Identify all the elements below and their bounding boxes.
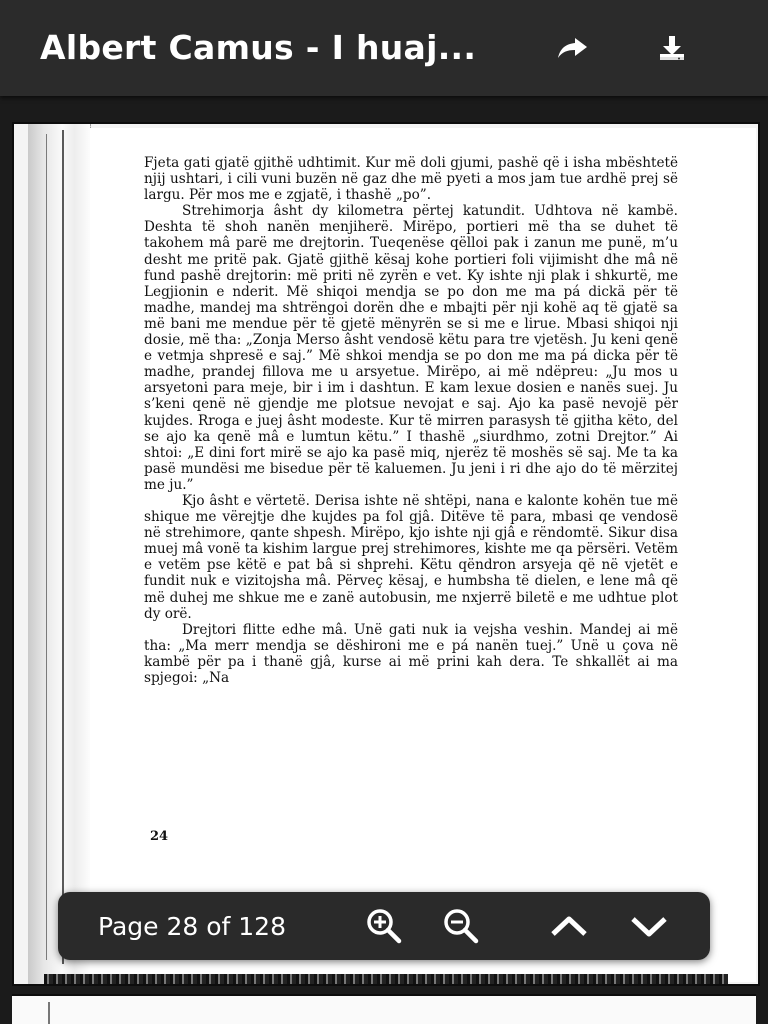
book-binding <box>28 124 91 984</box>
chevron-down-icon <box>629 906 669 946</box>
app-header <box>0 0 768 96</box>
download-icon <box>657 33 687 63</box>
zoom-out-button[interactable] <box>441 906 481 946</box>
zoom-in-button[interactable] <box>364 906 404 946</box>
chevron-up-icon <box>549 906 589 946</box>
document-viewer[interactable] <box>0 96 768 1024</box>
paragraph: Kjo âsht e vërtetë. Derisa ishte në shtëpi, nana e kalonte kohën tue më shique me vërejtje dhe kujdes pa fol gjâ. Ditëve të para, mbasi qe vendosë në strehimore, qante shpesh. Mirëpo, kjo ishte nji gjâ e rëndomtë. Sikur disa muej mâ vonë ta kishim largue prej strehimores, kishte me qa përsëri. Vetëm e vetëm pse këtë e pat bâ si shprehi. Këtu qëndron arsyeja që në vjetët e fundit nuk e vizitojsha mâ. Përveç kësaj, e humbsha të dielen, e lene mâ që më duhej me shkue me e zanë autobusin, me nxjerrë biletë e me udhtue plot dy orë. <box>144 492 678 622</box>
paragraph: Strehimorja âsht dy kilometra përtej katundit. Udhtova në kambë. Deshta të shoh nanën menjiherë. Mirëpo, portieri më tha se duhet të takohem mâ parë me drejtorin. Tueqenëse qëlloi pak i zanun me punë, m’u desht me pritë pak. Gjatë gjithë kësaj kohe portieri foli vijimisht dhe mâ në fund pashë drejtorin: më priti në zyrën e vet. Ky ishte nji plak i shkurtë, me Legjionin e nderit. Më shiqoi mendja se po don me ma pá dickä për të madhe, mandej ma shtrëngoi dorën dhe e mbajti për nji kohë aq të gjatë sa më bani me mendue për të gjetë mënyrën se si me e lirue. Mbasi shiqoi nji dosie, më tha: „Zonja Merso âsht vendosë këtu para tre vjetësh. Ju keni qenë e vetmja shpresë e saj.” Më shkoi mendja se po don me ma pá dicka për të madhe, prandej fillova me u arsyetue. Mirëpo, ai më ndëpreu: „Ju mos u arsyetoni para meje, bir i im i dashtun. E kam lexue dosien e nanës suej. Ju s’keni qenë në gjendje me plotsue nevojat e saj. Ajo ka pasë nevojë për kujdes. Rroga e juej âsht modeste. Kur të mirren parasysh të gjitha këto, del se ajo ka qenë mâ e lumtun këtu.” I thashë „siurdhmo, zotni Drejtor.” Ai shtoi: „E dini fort mirë se ajo ka pasë miq, njerëz të moshës së saj. Me ta ka pasë mundësi me bisedue për të kaluemen. Ju jeni i ri dhe ajo do të mërzitej me ju.” <box>144 203 678 493</box>
document-title: Albert Camus - I huaj... <box>40 28 477 67</box>
page-indicator: Page 28 of 128 <box>98 912 286 941</box>
page-edge <box>44 974 728 984</box>
page-text <box>144 155 678 686</box>
next-page-preview <box>12 994 756 1024</box>
download-button[interactable] <box>654 30 690 66</box>
previous-page-button[interactable] <box>549 906 589 946</box>
page-controls-bar <box>58 892 710 960</box>
next-page-button[interactable] <box>629 906 669 946</box>
paragraph: Fjeta gati gjatë gjithë udhtimit. Kur më doli gjumi, pashë që i isha mbështetë njij ushtari, i cili vuni buzën në gaz dhe më pyeti a mos jam tue ardhë prej së largu. Për mos me e zgjatë, i thashë „po”. <box>144 155 678 204</box>
zoom-out-icon <box>441 906 481 946</box>
zoom-in-icon <box>364 906 404 946</box>
page-number: 24 <box>150 829 169 844</box>
share-button[interactable] <box>555 30 591 66</box>
share-icon <box>557 34 589 62</box>
paragraph: Drejtori flitte edhe mâ. Unë gati nuk ia vejsha veshin. Mandej ai më tha: „Ma merr mendja se dëshironi me e pá nanën tuej.” Unë u çova në kambë për pa i thanë gjâ, kurse ai më prini kah dera. Te shkallët ai ma spjegoi: „Na <box>144 621 678 686</box>
